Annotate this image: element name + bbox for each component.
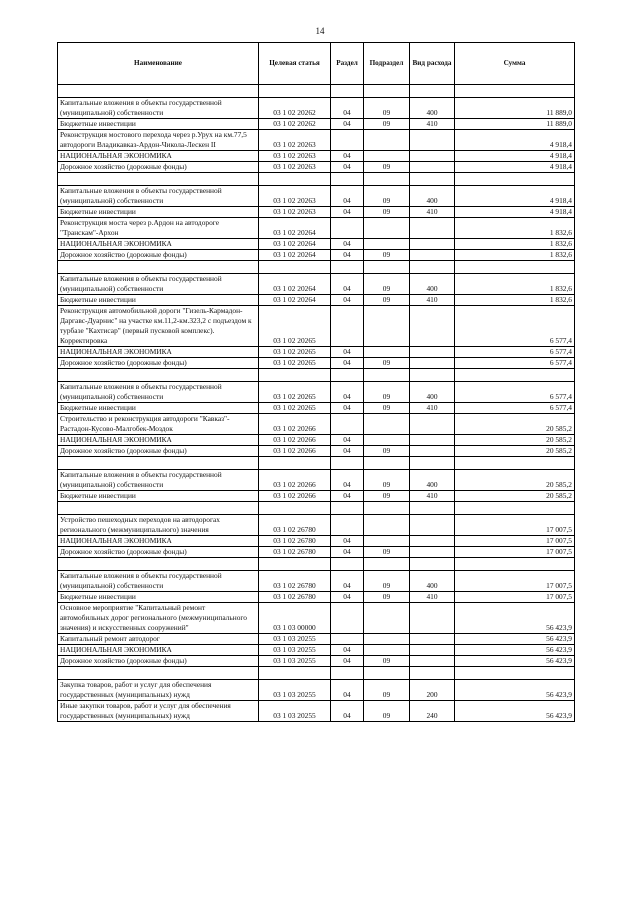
cell-section xyxy=(331,634,364,645)
header-subsection: Подраздел xyxy=(364,43,410,85)
cell-name xyxy=(58,173,259,186)
table-row xyxy=(58,645,575,656)
cell-name: Капитальные вложения в объекты государственной (муниципальной) собственности xyxy=(58,98,259,119)
cell-section xyxy=(331,603,364,634)
cell-sum: 4 918,4 xyxy=(455,162,575,173)
cell-sum: 6 577,4 xyxy=(455,382,575,403)
cell-subsection: 09 xyxy=(364,701,410,722)
cell-sum: 4 918,4 xyxy=(455,186,575,207)
cell-expense-type: 200 xyxy=(410,680,455,701)
cell-name: Дорожное хозяйство (дорожные фонды) xyxy=(58,656,259,667)
cell-subsection xyxy=(364,130,410,151)
cell-section: 04 xyxy=(331,680,364,701)
cell-subsection xyxy=(364,645,410,656)
table-row xyxy=(58,470,575,491)
cell-target xyxy=(259,558,331,571)
cell-subsection: 09 xyxy=(364,98,410,119)
cell-name: Бюджетные инвестиции xyxy=(58,491,259,502)
cell-subsection: 09 xyxy=(364,547,410,558)
cell-expense-type xyxy=(410,162,455,173)
cell-name: Дорожное хозяйство (дорожные фонды) xyxy=(58,162,259,173)
cell-target xyxy=(259,369,331,382)
cell-sum xyxy=(455,457,575,470)
cell-subsection: 09 xyxy=(364,207,410,218)
cell-subsection: 09 xyxy=(364,592,410,603)
cell-section: 04 xyxy=(331,403,364,414)
cell-sum: 56 423,9 xyxy=(455,634,575,645)
cell-target: 03 1 02 20262 xyxy=(259,98,331,119)
cell-section: 04 xyxy=(331,592,364,603)
cell-target xyxy=(259,457,331,470)
cell-sum: 6 577,4 xyxy=(455,403,575,414)
cell-name: НАЦИОНАЛЬНАЯ ЭКОНОМИКА xyxy=(58,347,259,358)
cell-subsection: 09 xyxy=(364,382,410,403)
cell-section: 04 xyxy=(331,358,364,369)
table-row xyxy=(58,207,575,218)
cell-sum xyxy=(455,261,575,274)
cell-sum: 20 585,2 xyxy=(455,414,575,435)
cell-subsection xyxy=(364,435,410,446)
cell-section xyxy=(331,414,364,435)
cell-sum: 17 007,5 xyxy=(455,515,575,536)
cell-expense-type xyxy=(410,634,455,645)
cell-name: Иные закупки товаров, работ и услуг для обеспечения государственных (муниципальных) нужд xyxy=(58,701,259,722)
cell-target: 03 1 02 20264 xyxy=(259,250,331,261)
table-row xyxy=(58,162,575,173)
table-row xyxy=(58,701,575,722)
cell-target: 03 1 02 20264 xyxy=(259,239,331,250)
cell-target: 03 1 02 20263 xyxy=(259,186,331,207)
cell-name xyxy=(58,261,259,274)
cell-expense-type: 240 xyxy=(410,701,455,722)
cell-target: 03 1 02 20265 xyxy=(259,306,331,347)
cell-sum: 1 832,6 xyxy=(455,250,575,261)
cell-target xyxy=(259,667,331,680)
cell-name: Бюджетные инвестиции xyxy=(58,207,259,218)
table-row xyxy=(58,592,575,603)
table-row xyxy=(58,173,575,186)
cell-expense-type xyxy=(410,558,455,571)
cell-target: 03 1 02 20266 xyxy=(259,446,331,457)
cell-subsection: 09 xyxy=(364,571,410,592)
cell-expense-type xyxy=(410,306,455,347)
cell-expense-type xyxy=(410,536,455,547)
cell-subsection xyxy=(364,239,410,250)
table-row xyxy=(58,250,575,261)
cell-sum: 6 577,4 xyxy=(455,306,575,347)
table-body xyxy=(58,85,575,722)
table-row xyxy=(58,261,575,274)
cell-sum: 4 918,4 xyxy=(455,207,575,218)
cell-section: 04 xyxy=(331,701,364,722)
table-row xyxy=(58,515,575,536)
cell-expense-type xyxy=(410,130,455,151)
cell-name: НАЦИОНАЛЬНАЯ ЭКОНОМИКА xyxy=(58,151,259,162)
cell-section xyxy=(331,218,364,239)
cell-name: Бюджетные инвестиции xyxy=(58,295,259,306)
cell-section: 04 xyxy=(331,470,364,491)
header-expense-type: Вид расхода xyxy=(410,43,455,85)
cell-sum: 20 585,2 xyxy=(455,470,575,491)
cell-name: Устройство пешеходных переходов на автодорогах регионального (межмуниципального) значения xyxy=(58,515,259,536)
cell-sum: 1 832,6 xyxy=(455,274,575,295)
cell-name: Реконструкция моста через р.Ардон на автодороге "Транскам"-Архон xyxy=(58,218,259,239)
cell-name: Капитальный ремонт автодорог xyxy=(58,634,259,645)
cell-section xyxy=(331,130,364,151)
cell-subsection xyxy=(364,515,410,536)
cell-name xyxy=(58,457,259,470)
cell-subsection: 09 xyxy=(364,295,410,306)
cell-target: 03 1 02 20263 xyxy=(259,151,331,162)
cell-expense-type: 410 xyxy=(410,295,455,306)
header-sum: Сумма xyxy=(455,43,575,85)
table-row xyxy=(58,491,575,502)
cell-target: 03 1 02 20264 xyxy=(259,274,331,295)
table-row xyxy=(58,119,575,130)
cell-subsection xyxy=(364,536,410,547)
table-row xyxy=(58,186,575,207)
cell-name: Дорожное хозяйство (дорожные фонды) xyxy=(58,446,259,457)
cell-sum: 4 918,4 xyxy=(455,130,575,151)
cell-section xyxy=(331,85,364,98)
cell-target: 03 1 03 20255 xyxy=(259,634,331,645)
cell-section: 04 xyxy=(331,119,364,130)
table-row xyxy=(58,358,575,369)
cell-subsection xyxy=(364,414,410,435)
cell-sum: 4 918,4 xyxy=(455,151,575,162)
cell-subsection xyxy=(364,457,410,470)
cell-section xyxy=(331,558,364,571)
cell-subsection: 09 xyxy=(364,470,410,491)
table-row xyxy=(58,502,575,515)
cell-target: 03 1 02 26780 xyxy=(259,536,331,547)
cell-section: 04 xyxy=(331,435,364,446)
cell-sum: 20 585,2 xyxy=(455,491,575,502)
cell-target: 03 1 02 20265 xyxy=(259,382,331,403)
cell-section: 04 xyxy=(331,571,364,592)
cell-target: 03 1 02 20265 xyxy=(259,403,331,414)
cell-expense-type xyxy=(410,85,455,98)
cell-section: 04 xyxy=(331,162,364,173)
table-row xyxy=(58,414,575,435)
cell-name: Бюджетные инвестиции xyxy=(58,119,259,130)
cell-section: 04 xyxy=(331,382,364,403)
cell-target: 03 1 02 20266 xyxy=(259,435,331,446)
cell-expense-type xyxy=(410,358,455,369)
table-row xyxy=(58,558,575,571)
header-target: Целевая статья xyxy=(259,43,331,85)
cell-expense-type: 400 xyxy=(410,571,455,592)
table-row xyxy=(58,446,575,457)
cell-section: 04 xyxy=(331,547,364,558)
cell-name: Строительство и реконструкция автодороги "Кавказ"-Растадон-Кусово-Малгобек-Моздок xyxy=(58,414,259,435)
table-row xyxy=(58,85,575,98)
cell-expense-type xyxy=(410,667,455,680)
cell-section: 04 xyxy=(331,274,364,295)
cell-sum: 17 007,5 xyxy=(455,592,575,603)
cell-sum: 1 832,6 xyxy=(455,295,575,306)
cell-sum: 17 007,5 xyxy=(455,536,575,547)
cell-target: 03 1 02 20264 xyxy=(259,218,331,239)
cell-subsection xyxy=(364,634,410,645)
cell-subsection xyxy=(364,347,410,358)
cell-target: 03 1 02 26780 xyxy=(259,592,331,603)
cell-target xyxy=(259,502,331,515)
cell-sum xyxy=(455,85,575,98)
cell-target: 03 1 02 20266 xyxy=(259,470,331,491)
cell-expense-type: 400 xyxy=(410,470,455,491)
cell-expense-type: 400 xyxy=(410,274,455,295)
cell-subsection xyxy=(364,261,410,274)
cell-subsection: 09 xyxy=(364,162,410,173)
cell-name: Дорожное хозяйство (дорожные фонды) xyxy=(58,547,259,558)
cell-section: 04 xyxy=(331,295,364,306)
cell-target: 03 1 02 20264 xyxy=(259,295,331,306)
table-row xyxy=(58,634,575,645)
cell-sum: 56 423,9 xyxy=(455,701,575,722)
cell-name xyxy=(58,369,259,382)
cell-name: Капитальные вложения в объекты государственной (муниципальной) собственности xyxy=(58,382,259,403)
cell-name: Капитальные вложения в объекты государственной (муниципальной) собственности xyxy=(58,186,259,207)
cell-section: 04 xyxy=(331,207,364,218)
cell-expense-type xyxy=(410,457,455,470)
cell-expense-type xyxy=(410,502,455,515)
cell-section: 04 xyxy=(331,656,364,667)
table-row xyxy=(58,680,575,701)
cell-name: Реконструкция автомобильной дороги "Гизель-Кармадон-Даргавс-Дуарнис" на участке км.11,2-км.323,2 с подъездом к турбазе "Кахтисар" (первый пусковой комплекс). Корректировка xyxy=(58,306,259,347)
cell-target: 03 1 03 20255 xyxy=(259,656,331,667)
cell-expense-type xyxy=(410,151,455,162)
cell-sum: 56 423,9 xyxy=(455,656,575,667)
table-row xyxy=(58,98,575,119)
cell-subsection xyxy=(364,502,410,515)
cell-name xyxy=(58,85,259,98)
cell-section xyxy=(331,261,364,274)
cell-expense-type xyxy=(410,250,455,261)
cell-sum: 17 007,5 xyxy=(455,547,575,558)
header-section: Раздел xyxy=(331,43,364,85)
table-row xyxy=(58,369,575,382)
table-row xyxy=(58,603,575,634)
cell-target xyxy=(259,173,331,186)
table-row xyxy=(58,218,575,239)
cell-name: НАЦИОНАЛЬНАЯ ЭКОНОМИКА xyxy=(58,435,259,446)
table-row xyxy=(58,295,575,306)
cell-expense-type xyxy=(410,239,455,250)
cell-target: 03 1 03 00000 xyxy=(259,603,331,634)
cell-section: 04 xyxy=(331,446,364,457)
cell-expense-type xyxy=(410,414,455,435)
cell-expense-type: 400 xyxy=(410,98,455,119)
cell-subsection xyxy=(364,151,410,162)
cell-expense-type xyxy=(410,547,455,558)
cell-section xyxy=(331,306,364,347)
cell-subsection xyxy=(364,173,410,186)
cell-section: 04 xyxy=(331,186,364,207)
cell-expense-type xyxy=(410,218,455,239)
cell-subsection: 09 xyxy=(364,656,410,667)
cell-section: 04 xyxy=(331,98,364,119)
cell-section: 04 xyxy=(331,536,364,547)
cell-expense-type: 410 xyxy=(410,592,455,603)
cell-expense-type xyxy=(410,515,455,536)
cell-target: 03 1 03 20255 xyxy=(259,680,331,701)
cell-section: 04 xyxy=(331,491,364,502)
cell-sum xyxy=(455,502,575,515)
cell-section: 04 xyxy=(331,151,364,162)
cell-target: 03 1 02 26780 xyxy=(259,515,331,536)
cell-name: Дорожное хозяйство (дорожные фонды) xyxy=(58,250,259,261)
table-row xyxy=(58,536,575,547)
table-row xyxy=(58,239,575,250)
cell-sum: 6 577,4 xyxy=(455,347,575,358)
cell-target: 03 1 02 20263 xyxy=(259,162,331,173)
cell-name: Капитальные вложения в объекты государственной (муниципальной) собственности xyxy=(58,470,259,491)
cell-name: НАЦИОНАЛЬНАЯ ЭКОНОМИКА xyxy=(58,645,259,656)
page-number: 14 xyxy=(315,26,325,36)
cell-section xyxy=(331,502,364,515)
cell-name: Бюджетные инвестиции xyxy=(58,403,259,414)
cell-target: 03 1 02 20262 xyxy=(259,119,331,130)
cell-sum: 56 423,9 xyxy=(455,603,575,634)
cell-target: 03 1 02 20263 xyxy=(259,130,331,151)
cell-section xyxy=(331,369,364,382)
cell-section xyxy=(331,173,364,186)
table-row xyxy=(58,457,575,470)
cell-section xyxy=(331,667,364,680)
cell-section: 04 xyxy=(331,250,364,261)
table-row xyxy=(58,274,575,295)
table-row xyxy=(58,347,575,358)
table-row xyxy=(58,435,575,446)
cell-name: НАЦИОНАЛЬНАЯ ЭКОНОМИКА xyxy=(58,239,259,250)
cell-name xyxy=(58,502,259,515)
cell-expense-type: 410 xyxy=(410,119,455,130)
cell-name: Дорожное хозяйство (дорожные фонды) xyxy=(58,358,259,369)
cell-sum: 1 832,6 xyxy=(455,218,575,239)
cell-subsection xyxy=(364,369,410,382)
cell-name: Капитальные вложения в объекты государственной (муниципальной) собственности xyxy=(58,571,259,592)
cell-subsection xyxy=(364,667,410,680)
cell-target xyxy=(259,261,331,274)
cell-expense-type xyxy=(410,261,455,274)
cell-expense-type: 400 xyxy=(410,382,455,403)
cell-expense-type xyxy=(410,173,455,186)
cell-subsection xyxy=(364,85,410,98)
cell-name xyxy=(58,558,259,571)
cell-expense-type xyxy=(410,603,455,634)
cell-subsection xyxy=(364,558,410,571)
cell-section xyxy=(331,515,364,536)
cell-target: 03 1 02 20263 xyxy=(259,207,331,218)
cell-section: 04 xyxy=(331,645,364,656)
cell-sum: 11 889,0 xyxy=(455,98,575,119)
cell-subsection xyxy=(364,603,410,634)
table-row xyxy=(58,571,575,592)
cell-expense-type: 410 xyxy=(410,207,455,218)
cell-sum xyxy=(455,667,575,680)
cell-subsection xyxy=(364,218,410,239)
table-header-row xyxy=(58,43,575,85)
cell-subsection: 09 xyxy=(364,403,410,414)
cell-subsection: 09 xyxy=(364,186,410,207)
cell-name xyxy=(58,667,259,680)
cell-target xyxy=(259,85,331,98)
cell-expense-type xyxy=(410,369,455,382)
header-name: Наименование xyxy=(58,43,259,85)
cell-expense-type xyxy=(410,435,455,446)
cell-name: Основное мероприятие "Капитальный ремонт автомобильных дорог регионального (межмуниципального значения) и искусственных сооружений" xyxy=(58,603,259,634)
cell-target: 03 1 02 26780 xyxy=(259,547,331,558)
cell-expense-type xyxy=(410,645,455,656)
cell-expense-type: 410 xyxy=(410,403,455,414)
table-row xyxy=(58,130,575,151)
table-row xyxy=(58,403,575,414)
cell-section xyxy=(331,457,364,470)
cell-subsection: 09 xyxy=(364,119,410,130)
cell-subsection: 09 xyxy=(364,446,410,457)
cell-section: 04 xyxy=(331,347,364,358)
cell-expense-type: 400 xyxy=(410,186,455,207)
cell-target: 03 1 02 20265 xyxy=(259,347,331,358)
cell-target: 03 1 02 26780 xyxy=(259,571,331,592)
cell-name: Капитальные вложения в объекты государственной (муниципальной) собственности xyxy=(58,274,259,295)
cell-target: 03 1 02 20266 xyxy=(259,491,331,502)
cell-sum xyxy=(455,369,575,382)
cell-expense-type xyxy=(410,347,455,358)
cell-target: 03 1 02 20265 xyxy=(259,358,331,369)
cell-section: 04 xyxy=(331,239,364,250)
cell-sum: 6 577,4 xyxy=(455,358,575,369)
cell-expense-type xyxy=(410,656,455,667)
cell-sum: 20 585,2 xyxy=(455,435,575,446)
cell-name: Реконструкция мостового перехода через р.Урух на км.77,5 автодороги Владикавказ-Ардон-Чикола-Лескен II xyxy=(58,130,259,151)
table-row xyxy=(58,547,575,558)
cell-sum: 1 832,6 xyxy=(455,239,575,250)
cell-expense-type: 410 xyxy=(410,491,455,502)
cell-subsection: 09 xyxy=(364,358,410,369)
cell-sum: 11 889,0 xyxy=(455,119,575,130)
cell-target: 03 1 03 20255 xyxy=(259,645,331,656)
cell-sum: 17 007,5 xyxy=(455,571,575,592)
cell-sum xyxy=(455,173,575,186)
cell-subsection: 09 xyxy=(364,274,410,295)
cell-name: Закупка товаров, работ и услуг для обеспечения государственных (муниципальных) нужд xyxy=(58,680,259,701)
cell-sum xyxy=(455,558,575,571)
cell-subsection: 09 xyxy=(364,250,410,261)
cell-sum: 56 423,9 xyxy=(455,645,575,656)
cell-target: 03 1 02 20266 xyxy=(259,414,331,435)
table-row xyxy=(58,656,575,667)
cell-name: НАЦИОНАЛЬНАЯ ЭКОНОМИКА xyxy=(58,536,259,547)
cell-expense-type xyxy=(410,446,455,457)
cell-name: Бюджетные инвестиции xyxy=(58,592,259,603)
table-row xyxy=(58,382,575,403)
cell-subsection xyxy=(364,306,410,347)
cell-subsection: 09 xyxy=(364,680,410,701)
budget-table xyxy=(57,42,575,722)
cell-sum: 56 423,9 xyxy=(455,680,575,701)
cell-target: 03 1 03 20255 xyxy=(259,701,331,722)
cell-sum: 20 585,2 xyxy=(455,446,575,457)
table-row xyxy=(58,151,575,162)
table-row xyxy=(58,306,575,347)
table-row xyxy=(58,667,575,680)
cell-subsection: 09 xyxy=(364,491,410,502)
